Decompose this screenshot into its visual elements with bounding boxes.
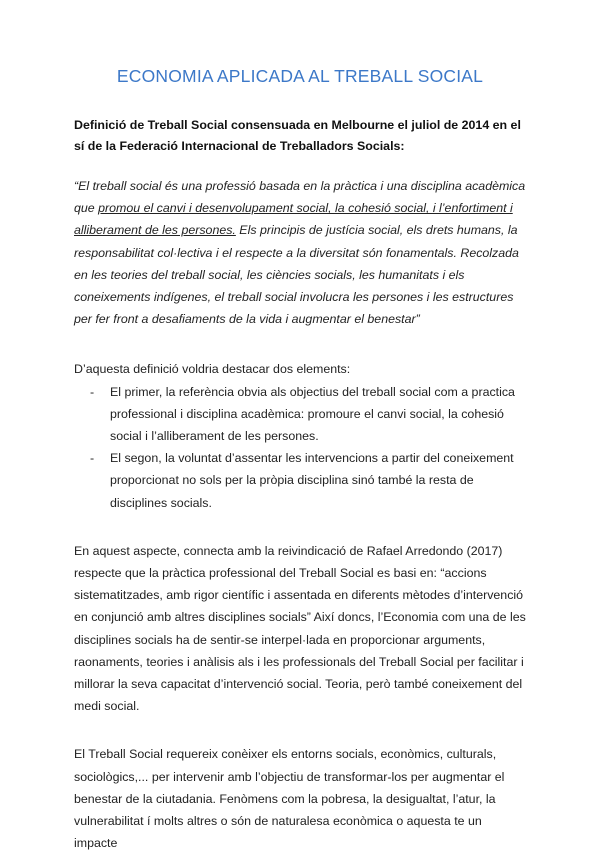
definition-heading: Definició de Treball Social consensuada en Melbourne el juliol de 2014 en el sí de la Federació Internacional de Treballadors Socials: <box>74 118 521 153</box>
quote-part-2: Els principis de justícia social, els drets humans, la responsabilitat col·lectiva i el respecte a la diversitat són fonamentals. Recolzada en les teories del treball social, les ciències socials, les humanitats i els coneixements indígenes, el treball social involucra les persones i les estructures per fer front a desafiaments de la vida i augmentar el benestar” <box>74 223 519 327</box>
quote-underlined: promou el canvi i desenvolupament social, la cohesió social, i l’enfortiment i alliberament de les persones. <box>74 201 513 238</box>
elements-intro: D’aquesta definició voldria destacar dos elements: <box>74 362 351 377</box>
list-dash: - <box>90 451 95 466</box>
list-item <box>90 381 526 448</box>
paragraph-arredondo: En aquest aspecte, connecta amb la reivindicació de Rafael Arredondo (2017) respecte que la pràctica professional del Treball Social es basi en: “accions sistematitzades, amb rigor científic i assentada en diferents mètodes d’intervenció en conjunció amb altres disciplines socials” Així doncs, l’Economia com una de les disciplines socials ha de sentir-se interpel·lada en proporcionar arguments, raonaments, teories i anàlisis als i les professionals del Treball Social per facilitar i millorar la seva capacitat d’intervenció social. Teoria, però també coneixement del medi social. <box>74 543 526 714</box>
document-title: ECONOMIA APLICADA AL TREBALL SOCIAL <box>116 66 484 86</box>
paragraph-treball-social: El Treball Social requereix conèixer els entorns socials, econòmics, culturals, sociològics,... per intervenir amb l’objectiu de transformar-los per augmentar el benestar de la ciutadania. Fenòmens com la pobresa, la desigualtat, l’atur, la vulnerabilitat í molts altres o són de naturalesa econòmica o aquesta te un impacte <box>74 747 505 851</box>
list-dash: - <box>90 384 95 399</box>
list-item-text: El segon, la voluntat d’assentar les intervencions a partir del coneixement proporcionat no sols per la pròpia disciplina sinó també la resta de disciplines socials. <box>110 451 514 510</box>
list-item <box>90 447 526 514</box>
quote-part-1: “El treball social és una professió basada en la pràctica i una disciplina acadèmica que <box>74 179 526 216</box>
list-item-text: El primer, la referència obvia als objectius del treball social com a practica professional i disciplina acadèmica: promoure el canvi social, la cohesió social i l’alliberament de les persones. <box>110 384 515 444</box>
elements-list <box>74 381 526 514</box>
definition-quote <box>74 175 526 330</box>
